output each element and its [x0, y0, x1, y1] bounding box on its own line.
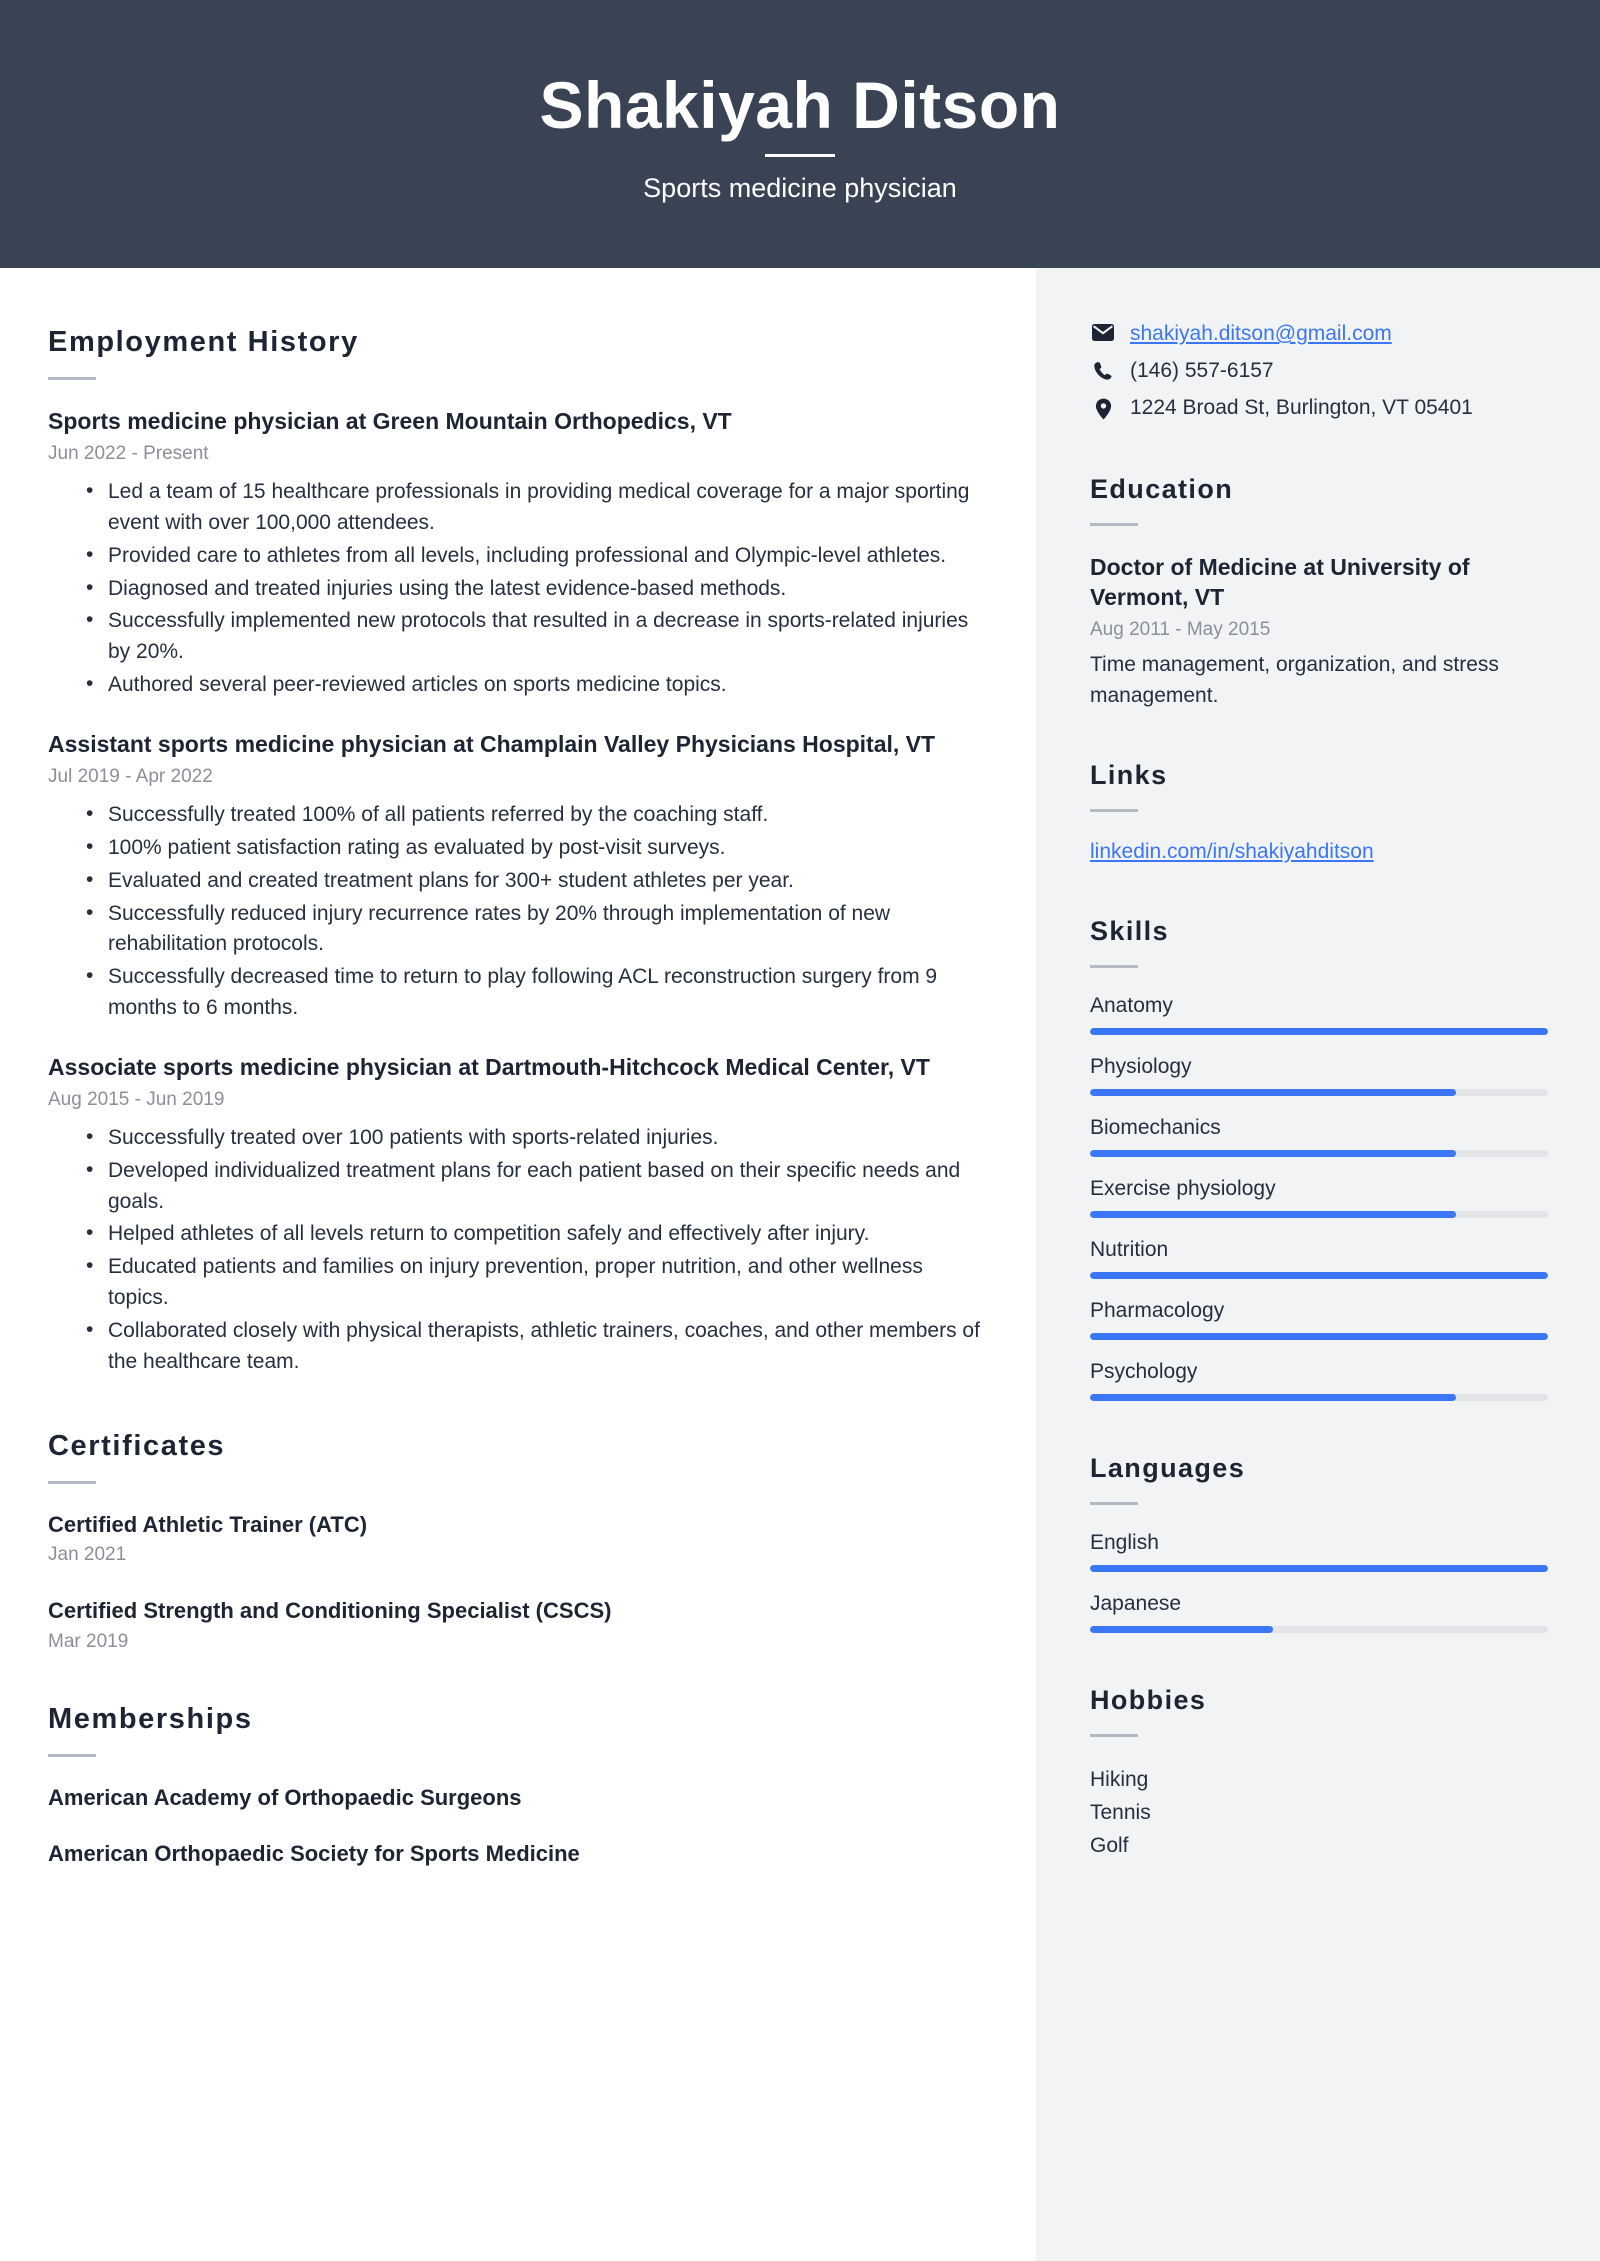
education-entry	[1090, 552, 1548, 712]
section-employment-history	[48, 326, 988, 1378]
skill-bar-track	[1090, 1333, 1548, 1340]
certificate-title: Certified Strength and Conditioning Specialist (CSCS)	[48, 1598, 612, 1624]
language-bar-fill	[1090, 1626, 1273, 1633]
section-heading: Languages	[1090, 1452, 1246, 1483]
membership-entry	[48, 1783, 988, 1813]
envelope-icon	[1090, 324, 1116, 341]
resume-body	[0, 268, 1600, 2261]
certificate-date: Mar 2019	[48, 1631, 129, 1653]
certificate-entry	[48, 1510, 988, 1567]
section-divider	[1090, 523, 1138, 526]
employment-entry	[48, 1052, 988, 1378]
job-title: Assistant sports medicine physician at Champlain Valley Physicians Hospital, VT	[48, 730, 936, 757]
employment-entry	[48, 406, 988, 701]
certificate-date: Jan 2021	[48, 1544, 127, 1566]
linkedin-link[interactable]: linkedin.com/in/shakiyahditson	[1090, 839, 1374, 863]
skill-bar-fill	[1090, 1089, 1456, 1096]
phone-icon	[1090, 361, 1116, 381]
language-label: English	[1090, 1530, 1159, 1554]
job-bullet: • Led a team of 15 healthcare professionals in providing medical coverage for a major sporting event with over 100,000 attendees.	[86, 477, 988, 539]
page-title: Shakiyah Ditson	[539, 68, 1061, 143]
job-bullet: • 100% patient satisfaction rating as evaluated by post-visit surveys.	[86, 833, 988, 864]
contact-block	[1090, 320, 1548, 422]
language-bar-fill	[1090, 1565, 1548, 1572]
location-pin-icon	[1090, 398, 1116, 420]
skill-bar-fill	[1090, 1333, 1548, 1340]
job-bullet: • Diagnosed and treated injuries using the latest evidence-based methods.	[86, 574, 988, 605]
section-certificates	[48, 1430, 988, 1653]
certificate-title: Certified Athletic Trainer (ATC)	[48, 1511, 368, 1537]
job-bullet: • Educated patients and families on injury prevention, proper nutrition, and other wellness topics.	[86, 1252, 988, 1314]
membership-title: American Orthopaedic Society for Sports Medicine	[48, 1840, 580, 1866]
hobby-item: Golf	[1090, 1834, 1129, 1858]
contact-row-email[interactable]	[1090, 320, 1548, 348]
section-divider	[1090, 965, 1138, 968]
header-divider	[765, 154, 835, 157]
header-subtitle: Sports medicine physician	[643, 172, 957, 203]
section-heading: Certificates	[48, 1429, 226, 1462]
skill-bar-fill	[1090, 1028, 1548, 1035]
skill-bar-track	[1090, 1089, 1548, 1096]
skill-bar-track	[1090, 1394, 1548, 1401]
job-date: Jun 2022 - Present	[48, 443, 209, 465]
section-heading: Employment History	[48, 326, 359, 358]
section-divider	[48, 1754, 96, 1757]
section-heading: Memberships	[48, 1703, 253, 1736]
skill-bar-track	[1090, 1211, 1548, 1218]
contact-row-address	[1090, 394, 1548, 422]
skill-bar-track	[1090, 1028, 1548, 1035]
job-bullet: • Helped athletes of all levels return to competition safely and effectively after injury.	[86, 1219, 988, 1250]
section-languages	[1090, 1453, 1548, 1633]
degree-title: Doctor of Medicine at University of Vermont, VT	[1090, 553, 1470, 611]
degree-description: Time management, organization, and stress management.	[1090, 653, 1499, 707]
skill-bar-fill	[1090, 1272, 1548, 1279]
section-links	[1090, 760, 1548, 866]
job-bullet: • Evaluated and created treatment plans for 300+ student athletes per year.	[86, 866, 988, 897]
membership-entry	[48, 1839, 988, 1869]
skill-label: Psychology	[1090, 1359, 1198, 1383]
job-bullet: • Developed individualized treatment plans for each patient based on their specific needs and goals.	[86, 1156, 988, 1218]
job-title: Associate sports medicine physician at Dartmouth-Hitchcock Medical Center, VT	[48, 1053, 930, 1080]
job-title: Sports medicine physician at Green Mountain Orthopedics, VT	[48, 408, 732, 434]
skill-label: Exercise physiology	[1090, 1176, 1276, 1200]
job-bullet: • Successfully treated over 100 patients with sports-related injuries.	[86, 1123, 988, 1154]
skill-bar-fill	[1090, 1394, 1456, 1401]
job-date: Jul 2019 - Apr 2022	[48, 766, 213, 788]
degree-date: Aug 2011 - May 2015	[1090, 619, 1271, 641]
skill-item	[1090, 1238, 1548, 1279]
address-value: 1224 Broad St, Burlington, VT 05401	[1130, 395, 1473, 419]
language-item	[1090, 1531, 1548, 1572]
job-bullet-list	[48, 477, 988, 701]
email-link[interactable]: shakiyah.ditson@gmail.com	[1130, 322, 1392, 345]
phone-value: (146) 557-6157	[1130, 358, 1274, 382]
section-divider	[48, 377, 96, 380]
sidebar-column	[1036, 268, 1600, 2261]
section-skills	[1090, 916, 1548, 1401]
job-bullet: • Provided care to athletes from all levels, including professional and Olympic-level athletes.	[86, 541, 988, 572]
job-date: Aug 2015 - Jun 2019	[48, 1089, 225, 1111]
skill-item	[1090, 1116, 1548, 1157]
skill-item	[1090, 1055, 1548, 1096]
job-bullet: • Successfully implemented new protocols that resulted in a decrease in sports-related injuries by 20%.	[86, 606, 988, 668]
language-bar-track	[1090, 1626, 1548, 1633]
section-divider	[1090, 809, 1138, 812]
job-bullet-list	[48, 800, 988, 1024]
section-heading: Links	[1090, 759, 1168, 790]
section-heading: Education	[1090, 473, 1234, 504]
skill-item	[1090, 1360, 1548, 1401]
skill-label: Anatomy	[1090, 993, 1173, 1017]
job-bullet: • Collaborated closely with physical therapists, athletic trainers, coaches, and other members of the healthcare team.	[86, 1316, 988, 1378]
section-divider	[1090, 1734, 1138, 1737]
job-bullet: • Authored several peer-reviewed articles on sports medicine topics.	[86, 670, 988, 701]
job-bullet-list	[48, 1123, 988, 1378]
job-bullet: • Successfully reduced injury recurrence rates by 20% through implementation of new rehabilitation protocols.	[86, 899, 988, 961]
skill-label: Physiology	[1090, 1054, 1192, 1078]
resume-header	[0, 0, 1600, 268]
skill-bar-fill	[1090, 1150, 1456, 1157]
section-divider	[48, 1481, 96, 1484]
section-heading: Skills	[1090, 915, 1169, 946]
skill-label: Pharmacology	[1090, 1298, 1225, 1322]
section-divider	[1090, 1502, 1138, 1505]
contact-row-phone	[1090, 357, 1548, 385]
skill-bar-track	[1090, 1150, 1548, 1157]
language-label: Japanese	[1090, 1591, 1182, 1615]
section-education	[1090, 474, 1548, 712]
skill-bar-track	[1090, 1272, 1548, 1279]
certificate-entry	[48, 1596, 988, 1653]
language-bar-track	[1090, 1565, 1548, 1572]
job-bullet: • Successfully decreased time to return to play following ACL reconstruction surgery from 9 months to 6 months.	[86, 962, 988, 1024]
membership-title: American Academy of Orthopaedic Surgeons	[48, 1785, 522, 1811]
hobby-item: Hiking	[1090, 1767, 1149, 1791]
section-heading: Hobbies	[1090, 1684, 1207, 1715]
hobby-item: Tennis	[1090, 1800, 1151, 1824]
section-hobbies	[1090, 1685, 1548, 1863]
employment-entry	[48, 729, 988, 1024]
skill-item	[1090, 994, 1548, 1035]
skill-item	[1090, 1177, 1548, 1218]
job-bullet: • Successfully treated 100% of all patients referred by the coaching staff.	[86, 800, 988, 831]
skill-bar-fill	[1090, 1211, 1456, 1218]
skill-item	[1090, 1299, 1548, 1340]
skill-label: Biomechanics	[1090, 1115, 1221, 1139]
main-column	[0, 268, 1036, 2261]
section-memberships	[48, 1703, 988, 1868]
language-item	[1090, 1592, 1548, 1633]
skill-label: Nutrition	[1090, 1237, 1169, 1261]
